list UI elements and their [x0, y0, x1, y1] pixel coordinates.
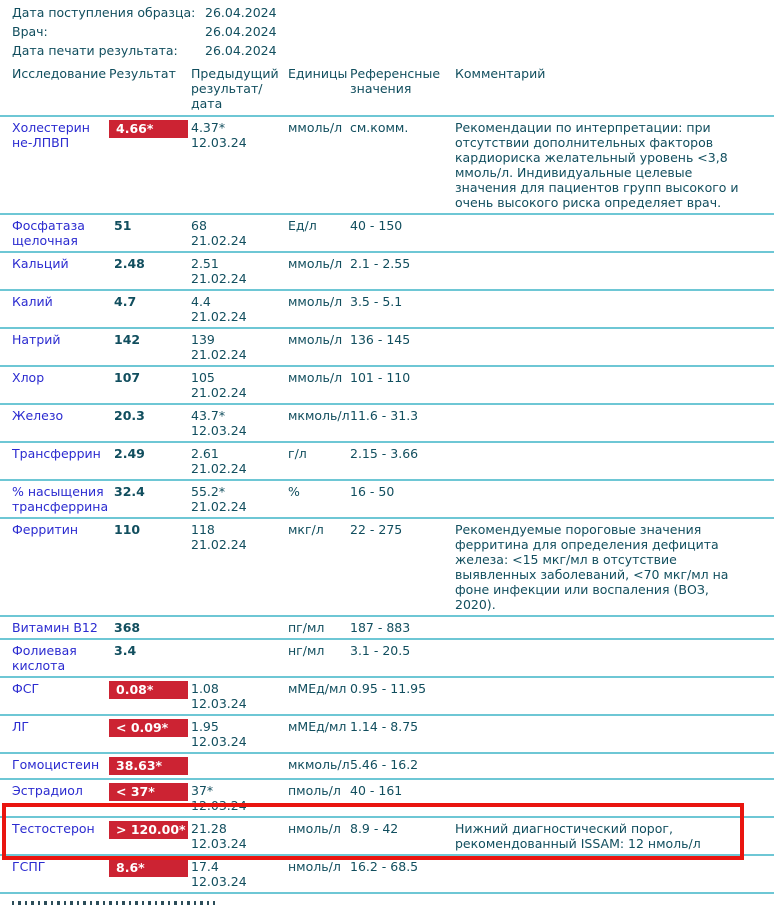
comment	[455, 404, 774, 442]
previous-result-date: 12.03.24	[191, 836, 247, 851]
reference-range: 16 - 50	[350, 480, 455, 518]
previous-result-value: 105	[191, 370, 215, 385]
test-name: Ферритин	[0, 518, 109, 616]
comment	[455, 779, 774, 817]
table-row	[0, 214, 774, 252]
table-header-row	[0, 64, 774, 116]
previous-result-date: 12.03.24	[191, 696, 247, 711]
previous-result	[191, 616, 288, 639]
test-name: Холестерин не-ЛПВП	[0, 116, 109, 214]
previous-result-value: 2.51	[191, 256, 219, 271]
test-name: Гомоцистеин	[0, 753, 109, 779]
meta-row-print-date	[12, 43, 774, 58]
table-row	[0, 855, 774, 893]
reference-range: см.комм.	[350, 116, 455, 214]
test-name: Хлор	[0, 366, 109, 404]
test-result: 38.63*	[109, 753, 191, 779]
reference-range: 3.1 - 20.5	[350, 639, 455, 677]
table-row	[0, 639, 774, 677]
test-result: 20.3	[109, 404, 191, 442]
test-name: Тестостерон	[0, 817, 109, 855]
comment: Рекомендации по интерпретации: при отсутствии дополнительных факторов кардиориска желательный уровень <3,8 ммоль/л. Индивидуальные целевые значения для пациентов групп высокого и очень высокого риска определяет врач.	[455, 116, 774, 214]
test-result: 32.4	[109, 480, 191, 518]
previous-result-value: 139	[191, 332, 215, 347]
previous-result	[191, 817, 288, 855]
table-row	[0, 616, 774, 639]
units: ммоль/л	[288, 290, 350, 328]
reference-range: 2.15 - 3.66	[350, 442, 455, 480]
test-result: 110	[109, 518, 191, 616]
previous-result-value: 2.61	[191, 446, 219, 461]
previous-result-value: 1.08	[191, 681, 219, 696]
table-row	[0, 252, 774, 290]
test-name: ЛГ	[0, 715, 109, 753]
previous-result-value: 21.28	[191, 821, 227, 836]
units: ммоль/л	[288, 366, 350, 404]
units: мкмоль/л	[288, 404, 350, 442]
units: ммоль/л	[288, 328, 350, 366]
comment	[455, 855, 774, 893]
previous-result-date: 21.02.24	[191, 309, 247, 324]
test-name: Эстрадиол	[0, 779, 109, 817]
test-result: 2.49	[109, 442, 191, 480]
reference-range: 40 - 150	[350, 214, 455, 252]
previous-result	[191, 518, 288, 616]
previous-result	[191, 480, 288, 518]
units: мкг/л	[288, 518, 350, 616]
previous-result-date: 21.02.24	[191, 385, 247, 400]
units: пг/мл	[288, 616, 350, 639]
units: нмоль/л	[288, 817, 350, 855]
table-row	[0, 442, 774, 480]
test-name: % насыщения трансферрина	[0, 480, 109, 518]
test-name: Витамин В12	[0, 616, 109, 639]
comment	[455, 442, 774, 480]
previous-result-date: 21.02.24	[191, 233, 247, 248]
test-result: 4.7	[109, 290, 191, 328]
table-row	[0, 677, 774, 715]
units: г/л	[288, 442, 350, 480]
table-row	[0, 518, 774, 616]
table-row	[0, 404, 774, 442]
units: ммоль/л	[288, 116, 350, 214]
reference-range: 1.14 - 8.75	[350, 715, 455, 753]
table-row	[0, 817, 774, 855]
previous-result	[191, 116, 288, 214]
comment	[455, 290, 774, 328]
comment	[455, 214, 774, 252]
previous-result	[191, 404, 288, 442]
table-row	[0, 328, 774, 366]
column-header-result: Результат	[109, 64, 191, 116]
test-name: ГСПГ	[0, 855, 109, 893]
reference-range: 101 - 110	[350, 366, 455, 404]
units: мМЕд/мл	[288, 677, 350, 715]
test-name: Натрий	[0, 328, 109, 366]
previous-result-value: 68	[191, 218, 207, 233]
previous-result-date: 21.02.24	[191, 347, 247, 362]
reference-range: 2.1 - 2.55	[350, 252, 455, 290]
reference-range: 187 - 883	[350, 616, 455, 639]
units: ммоль/л	[288, 252, 350, 290]
column-header-units: Единицы	[288, 64, 350, 116]
meta-row-doctor	[12, 24, 774, 39]
comment	[455, 480, 774, 518]
table-row	[0, 116, 774, 214]
previous-result	[191, 715, 288, 753]
meta-row-sample-date	[12, 5, 774, 20]
table-row	[0, 290, 774, 328]
comment: Рекомендуемые пороговые значения ферритина для определения дефицита железа: <15 мкг/мл в отсутствие выявленных заболеваний, <70 мкг/мл на фоне инфекции или воспаления (ВОЗ, 2020).	[455, 518, 774, 616]
test-result: 4.66*	[109, 116, 191, 214]
table-row	[0, 779, 774, 817]
units: мкмоль/л	[288, 753, 350, 779]
test-name: Фосфатаза щелочная	[0, 214, 109, 252]
column-header-test: Исследование	[0, 64, 109, 116]
reference-range: 16.2 - 68.5	[350, 855, 455, 893]
reference-range: 5.46 - 16.2	[350, 753, 455, 779]
meta-label: Дата печати результата:	[12, 43, 178, 58]
comment	[455, 677, 774, 715]
comment	[455, 252, 774, 290]
previous-result	[191, 290, 288, 328]
previous-result-date: 12.03.24	[191, 798, 247, 813]
table-row	[0, 480, 774, 518]
meta-value: 26.04.2024	[205, 24, 277, 39]
comment	[455, 639, 774, 677]
previous-result	[191, 214, 288, 252]
test-result: 3.4	[109, 639, 191, 677]
units: мМЕд/мл	[288, 715, 350, 753]
comment	[455, 616, 774, 639]
test-name: ФСГ	[0, 677, 109, 715]
previous-result-date: 12.03.24	[191, 874, 247, 889]
test-result: < 0.09*	[109, 715, 191, 753]
previous-result	[191, 328, 288, 366]
units: нг/мл	[288, 639, 350, 677]
column-header-previous-result: Предыдущий результат/дата	[191, 64, 288, 116]
comment	[455, 715, 774, 753]
previous-result-value: 4.4	[191, 294, 211, 309]
previous-result-value: 43.7*	[191, 408, 226, 423]
previous-result-value: 17.4	[191, 859, 219, 874]
previous-result-date: 21.02.24	[191, 461, 247, 476]
reference-range: 136 - 145	[350, 328, 455, 366]
previous-result-date: 21.02.24	[191, 271, 247, 286]
previous-result-value: 55.2*	[191, 484, 226, 499]
test-result: > 120.00*	[109, 817, 191, 855]
test-result: < 37*	[109, 779, 191, 817]
previous-result	[191, 442, 288, 480]
test-name: Трансферрин	[0, 442, 109, 480]
previous-result-date: 12.03.24	[191, 734, 247, 749]
comment	[455, 753, 774, 779]
test-result: 368	[109, 616, 191, 639]
report-meta	[0, 0, 774, 58]
test-name: Фолиевая кислота	[0, 639, 109, 677]
test-result: 0.08*	[109, 677, 191, 715]
test-name: Калий	[0, 290, 109, 328]
meta-value: 26.04.2024	[205, 5, 277, 20]
meta-label: Врач:	[12, 24, 48, 39]
meta-label: Дата поступления образца:	[12, 5, 196, 20]
column-header-reference-values: Референсные значения	[350, 64, 455, 116]
clipped-text-fragment	[12, 901, 215, 905]
previous-result	[191, 855, 288, 893]
test-result: 107	[109, 366, 191, 404]
test-result: 8.6*	[109, 855, 191, 893]
previous-result	[191, 252, 288, 290]
results-table	[0, 64, 774, 894]
previous-result	[191, 366, 288, 404]
previous-result	[191, 639, 288, 677]
previous-result-date: 21.02.24	[191, 537, 247, 552]
units: пмоль/л	[288, 779, 350, 817]
test-result: 2.48	[109, 252, 191, 290]
comment	[455, 328, 774, 366]
previous-result	[191, 753, 288, 779]
comment: Нижний диагностический порог, рекомендованный ISSAM: 12 нмоль/л	[455, 817, 774, 855]
previous-result-value: 4.37*	[191, 120, 226, 135]
previous-result	[191, 779, 288, 817]
test-name: Железо	[0, 404, 109, 442]
previous-result-date: 12.03.24	[191, 423, 247, 438]
units: %	[288, 480, 350, 518]
previous-result-value: 1.95	[191, 719, 219, 734]
comment	[455, 366, 774, 404]
previous-result-value: 118	[191, 522, 215, 537]
units: нмоль/л	[288, 855, 350, 893]
test-name: Кальций	[0, 252, 109, 290]
table-row	[0, 715, 774, 753]
table-row	[0, 366, 774, 404]
reference-range: 8.9 - 42	[350, 817, 455, 855]
reference-range: 0.95 - 11.95	[350, 677, 455, 715]
previous-result-date: 12.03.24	[191, 135, 247, 150]
test-result: 142	[109, 328, 191, 366]
reference-range: 40 - 161	[350, 779, 455, 817]
test-result: 51	[109, 214, 191, 252]
reference-range: 11.6 - 31.3	[350, 404, 455, 442]
reference-range: 22 - 275	[350, 518, 455, 616]
clipped-text-row	[0, 894, 774, 905]
table-row	[0, 753, 774, 779]
meta-value: 26.04.2024	[205, 43, 277, 58]
column-header-comment: Комментарий	[455, 64, 774, 116]
previous-result-value: 37*	[191, 783, 214, 798]
previous-result	[191, 677, 288, 715]
reference-range: 3.5 - 5.1	[350, 290, 455, 328]
previous-result-date: 21.02.24	[191, 499, 247, 514]
units: Ед/л	[288, 214, 350, 252]
